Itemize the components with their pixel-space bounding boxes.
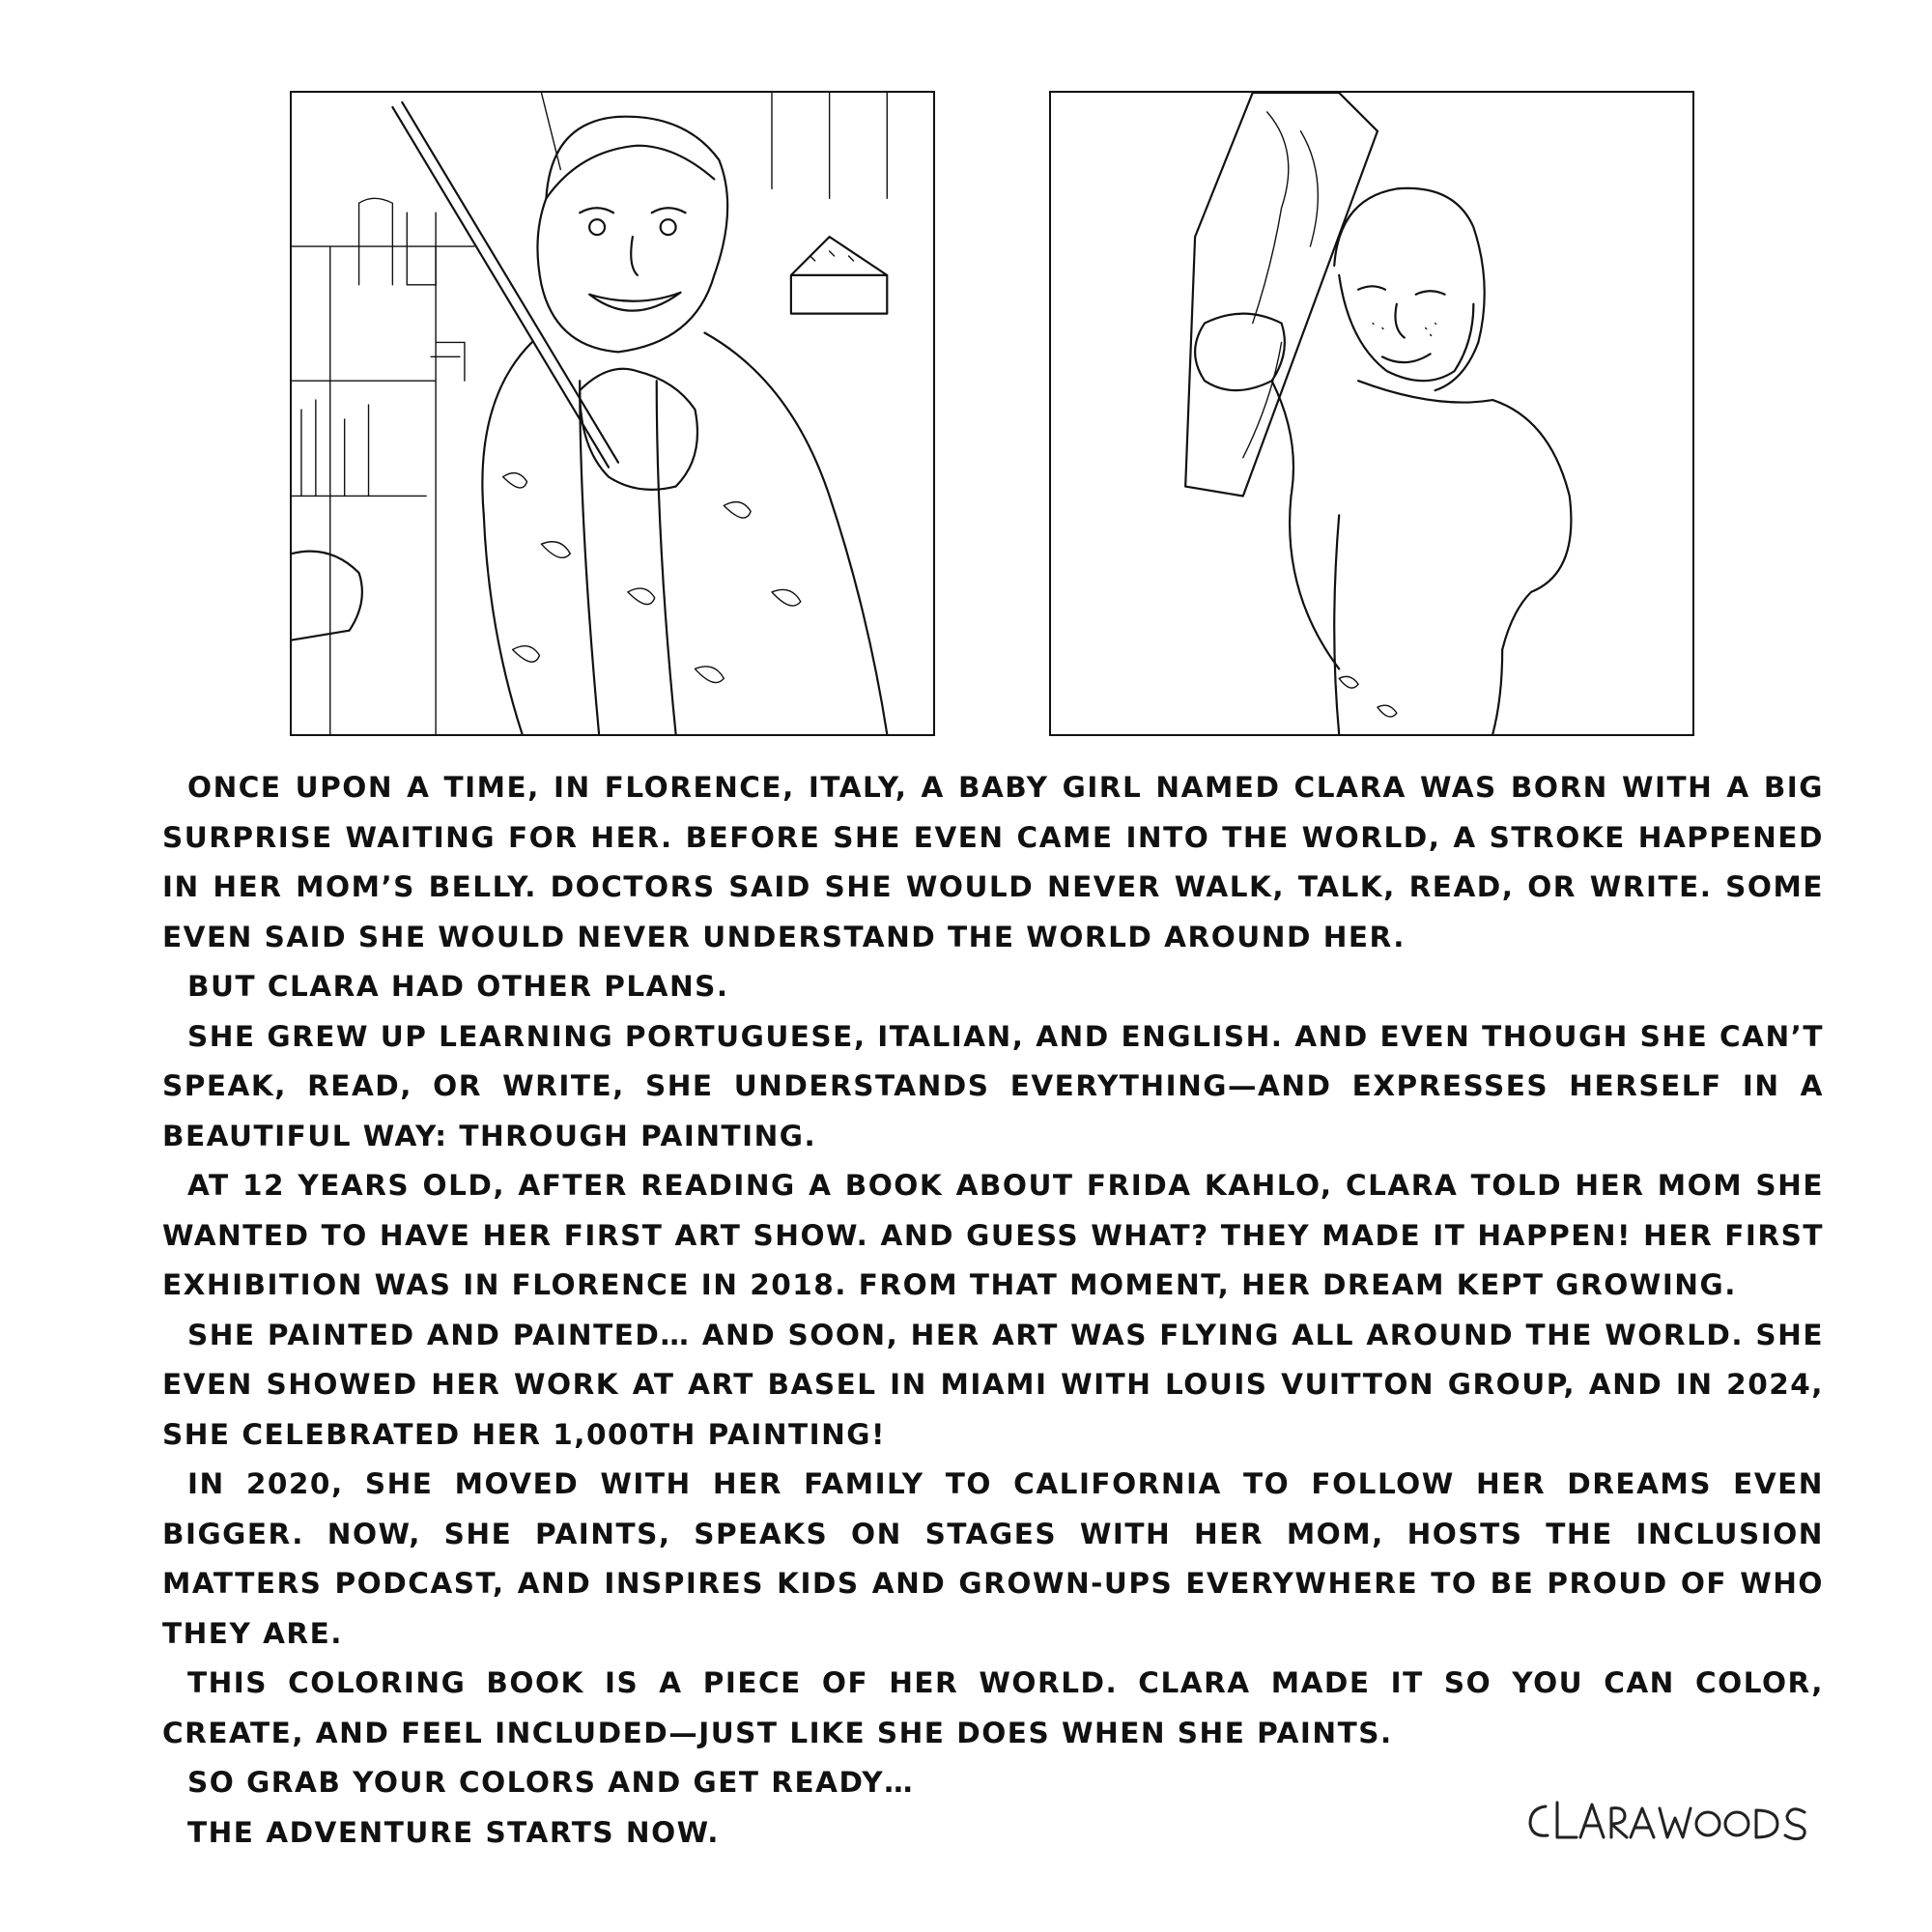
girl-holding-paintbrush-illustration (292, 93, 933, 734)
signature-handwriting (1524, 1795, 1814, 1853)
illustration-right (1049, 91, 1694, 736)
story-paragraph-1: ONCE UPON A TIME, IN FLORENCE, ITALY, A BABY GIRL NAMED CLARA WAS BORN WITH A BIG SURPRISE WAITING FOR HER. BEFORE SHE EVEN CAME INTO THE WORLD, A STROKE HAPPENED IN HER MOM’S BELLY. DOCTORS SAID SHE WOULD NEVER WALK, TALK, READ, OR WRITE. SOME EVEN SAID SHE WOULD NEVER UNDERSTAND THE WORLD AROUND HER. (162, 771, 1824, 953)
story-paragraph-7: THIS COLORING BOOK IS A PIECE OF HER WORLD. CLARA MADE IT SO YOU CAN COLOR, CREATE, AND FEEL INCLUDED—JUST LIKE SHE DOES WHEN SHE PAINTS. (162, 1666, 1824, 1749)
story-paragraph-4: AT 12 YEARS OLD, AFTER READING A BOOK ABOUT FRIDA KAHLO, CLARA TOLD HER MOM SHE WANTED TO HAVE HER FIRST ART SHOW. AND GUESS WHAT? THEY MADE IT HAPPEN! HER FIRST EXHIBITION WAS IN FLORENCE IN 2018. FROM THAT MOMENT, HER DREAM KEPT GROWING. (162, 1169, 1824, 1301)
story-paragraph-5: SHE PAINTED AND PAINTED… AND SOON, HER ART WAS FLYING ALL AROUND THE WORLD. SHE EVEN SHOWED HER WORK AT ART BASEL IN MIAMI WITH LOUIS VUITTON GROUP, AND IN 2024, SHE CELEBRATED HER 1,000TH PAINTING! (162, 1318, 1824, 1451)
story-paragraph-9: THE ADVENTURE STARTS NOW. (187, 1815, 720, 1849)
story-paragraph-8: SO GRAB YOUR COLORS AND GET READY… (187, 1766, 915, 1799)
story-paragraph-2: BUT CLARA HAD OTHER PLANS. (187, 970, 729, 1003)
illustration-left (290, 91, 935, 736)
story-paragraph-6: IN 2020, SHE MOVED WITH HER FAMILY TO CALIFORNIA TO FOLLOW HER DREAMS EVEN BIGGER. NOW, SHE PAINTS, SPEAKS ON STAGES WITH HER MOM, HOSTS THE INCLUSION MATTERS PODCAST, AND INSPIRES KIDS AND GROWN-UPS EVERYWHERE TO BE PROUD OF WHO THEY ARE. (162, 1467, 1824, 1650)
story-paragraph-3: SHE GREW UP LEARNING PORTUGUESE, ITALIAN, AND ENGLISH. AND EVEN THOUGH SHE CAN’T SPEAK, READ, OR WRITE, SHE UNDERSTANDS EVERYTHING—AND EXPRESSES HERSELF IN A BEAUTIFUL WAY: THROUGH PAINTING. (162, 1019, 1824, 1152)
signature (1524, 1795, 1814, 1853)
girl-hugging-canvas-illustration (1051, 93, 1692, 734)
story-text (162, 763, 1824, 1858)
